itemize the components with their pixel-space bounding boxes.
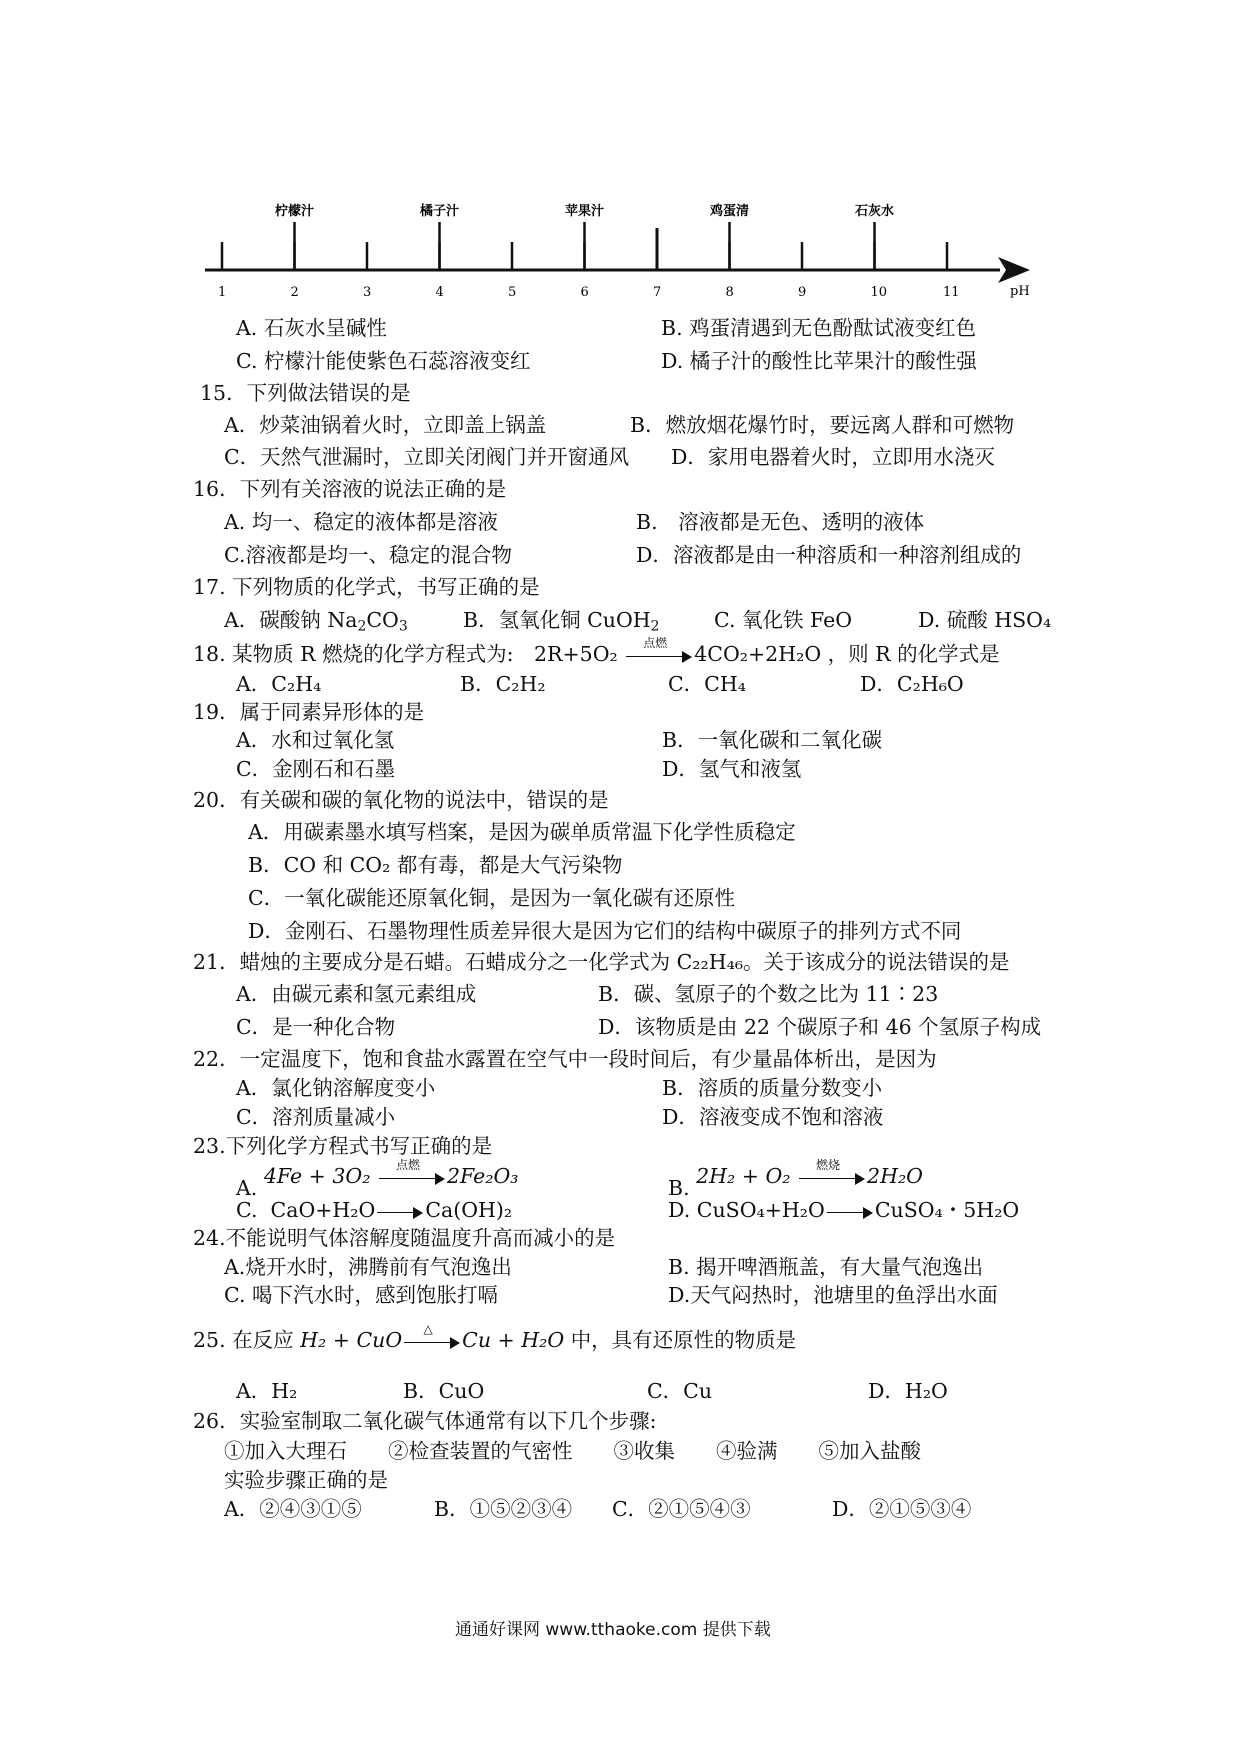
ph-tick-label-6: 6 <box>580 285 589 300</box>
ph-tick-label-11: 11 <box>943 285 960 300</box>
q25-option-d: D．H₂O <box>868 1379 948 1403</box>
q17-option-c: C. 氧化铁 FeO <box>714 608 853 632</box>
q17-stem: 17. 下列物质的化学式，书写正确的是 <box>193 575 540 599</box>
ph-axis-arrowhead <box>998 257 1030 283</box>
ph-tick-label-1: 1 <box>218 285 227 300</box>
q20-option-d: D．金刚石、石墨物理性质差异很大是因为它们的结构中碳原子的排列方式不同 <box>248 919 962 943</box>
q16-option-d: D．溶液都是由一种溶质和一种溶剂组成的 <box>636 543 1022 567</box>
ph-marker-label-5: 石灰水 <box>854 204 895 219</box>
q19-stem: 19．属于同素异形体的是 <box>193 700 425 724</box>
q25-stem <box>193 1321 797 1352</box>
q15-option-c: C．天然气泄漏时，立即关闭阀门并开窗通风 <box>224 445 630 469</box>
q17-b-text: B．氢氧化铜 CuOH <box>463 608 651 632</box>
q23-a-condition: 点燃 <box>395 1157 420 1172</box>
q15-option-d: D．家用电器着火时，立即用水浇灭 <box>671 445 995 469</box>
q18-stem-post: 4CO₂+2H₂O ，则 R 的化学式是 <box>694 642 1000 666</box>
ph-marker-label-4: 鸡蛋清 <box>709 204 750 219</box>
ph-tick-label-5: 5 <box>508 285 517 300</box>
q25-lhs: H₂ + CuO <box>300 1328 403 1352</box>
q26-stem: 26．实验室制取二氧化碳气体通常有以下几个步骤: <box>193 1409 657 1433</box>
q23-stem: 23.下列化学方程式书写正确的是 <box>193 1134 493 1158</box>
q17-option-d: D. 硫酸 HSO₄ <box>918 608 1052 632</box>
q26-option-a: A．②④③①⑤ <box>224 1497 362 1521</box>
q25-rhs: Cu + H₂O <box>462 1328 565 1352</box>
q18-option-a: A．C₂H₄ <box>236 672 322 696</box>
q16-option-c: C.溶液都是均一、稳定的混合物 <box>224 543 512 567</box>
ph-tick-label-9: 9 <box>798 285 807 300</box>
q23-c-arrow <box>377 1205 423 1219</box>
q23-option-a <box>236 1157 519 1200</box>
ph-marker-label-1: 柠檬汁 <box>274 204 315 219</box>
ph-marker-label-3: 苹果汁 <box>564 204 605 219</box>
q25-option-a: A．H₂ <box>236 1379 298 1403</box>
q21-option-d: D．该物质是由 22 个碳原子和 46 个氢原子构成 <box>598 1015 1042 1039</box>
q23-a-lhs: 4Fe + 3O₂ <box>263 1164 371 1188</box>
q23-d-lhs: CuSO₄+H₂O <box>696 1198 825 1222</box>
q23-b-lhs: 2H₂ + O₂ <box>696 1164 791 1188</box>
q16-option-a: A. 均一、稳定的液体都是溶液 <box>224 510 498 534</box>
q18-stem <box>193 635 1000 666</box>
ph-tick-label-2: 2 <box>290 285 299 300</box>
q23-a-rhs: 2Fe₂O₃ <box>446 1164 519 1188</box>
q20-option-c: C．一氧化碳能还原氧化铜，是因为一氧化碳有还原性 <box>248 886 736 910</box>
q23-b-label: B. <box>668 1176 690 1200</box>
q26-option-d: D．②①⑤③④ <box>832 1497 972 1521</box>
q23-b-condition: 燃烧 <box>816 1157 841 1172</box>
q20-option-a: A．用碳素墨水填写档案，是因为碳单质常温下化学性质稳定 <box>248 820 796 844</box>
q25-option-b: B．CuO <box>403 1379 485 1403</box>
q14-option-a: A. 石灰水呈碱性 <box>236 316 387 340</box>
q21-option-a: A．由碳元素和氢元素组成 <box>236 982 477 1006</box>
q25-stem-pre: 25. 在反应 <box>193 1328 294 1352</box>
q23-b-rhs: 2H₂O <box>867 1164 923 1188</box>
q25-stem-post: 中，具有还原性的物质是 <box>570 1328 797 1352</box>
q17-option-b <box>463 608 660 635</box>
q22-option-c: C．溶剂质量减小 <box>236 1105 396 1129</box>
q17-b-sub1: 2 <box>650 618 660 635</box>
q15-option-b: B．燃放烟花爆竹时，要远离人群和可燃物 <box>630 413 1015 437</box>
q25-reaction-condition: △ <box>423 1321 433 1336</box>
q18-option-b: B．C₂H₂ <box>460 672 546 696</box>
q23-b-arrow <box>799 1157 865 1185</box>
q26-prompt: 实验步骤正确的是 <box>224 1468 388 1492</box>
q17-a-text2: CO <box>366 608 399 632</box>
q24-option-c: C. 喝下汽水时，感到饱胀打嗝 <box>224 1283 498 1307</box>
q23-option-d <box>668 1200 1019 1221</box>
ph-tick-label-4: 4 <box>435 285 444 300</box>
q23-d-arrow <box>827 1205 873 1219</box>
q19-option-c: C．金刚石和石墨 <box>236 757 396 781</box>
q18-reaction-condition: 点燃 <box>643 635 668 650</box>
q23-d-label: D. <box>668 1198 691 1222</box>
ph-unit-label: pH <box>1010 284 1030 299</box>
q18-option-c: C．CH₄ <box>668 672 746 696</box>
q21-option-b: B．碳、氢原子的个数之比为 11∶23 <box>598 982 939 1006</box>
q17-a-sub2: 3 <box>398 618 408 635</box>
q22-stem: 22．一定温度下，饱和食盐水露置在空气中一段时间后，有少量晶体析出，是因为 <box>193 1047 937 1071</box>
ph-tick-label-7: 7 <box>653 285 662 300</box>
q25-reaction-arrow <box>404 1321 460 1349</box>
q21-stem: 21．蜡烛的主要成分是石蜡。石蜡成分之一化学式为 C₂₂H₄₆。关于该成分的说法错误的是 <box>193 950 1010 974</box>
q23-c-label: C. <box>236 1198 258 1222</box>
q16-option-b: B. 溶液都是无色、透明的液体 <box>636 510 925 534</box>
q18-option-d: D．C₂H₆O <box>860 672 964 696</box>
q16-stem: 16．下列有关溶液的说法正确的是 <box>193 477 507 501</box>
q17-option-a <box>224 608 408 635</box>
q15-option-a: A．炒菜油锅着火时，立即盖上锅盖 <box>224 413 547 437</box>
q23-a-arrow <box>379 1157 445 1185</box>
ph-tick-label-3: 3 <box>363 285 372 300</box>
q26-option-b: B．①⑤②③④ <box>434 1497 573 1521</box>
q23-option-c <box>236 1200 512 1221</box>
q20-option-b: B．CO 和 CO₂ 都有毒，都是大气污染物 <box>248 853 623 877</box>
q23-c-lhs: CaO+H₂O <box>270 1198 376 1222</box>
q20-stem: 20．有关碳和碳的氧化物的说法中，错误的是 <box>193 788 609 812</box>
page-footer: 通通好课网 www.tthaoke.com 提供下载 <box>455 1620 771 1640</box>
q18-stem-pre: 18. 某物质 R 燃烧的化学方程式为: 2R+5O₂ <box>193 642 618 666</box>
q19-option-b: B．一氧化碳和二氧化碳 <box>662 728 883 752</box>
q14-option-b: B. 鸡蛋清遇到无色酚酞试液变红色 <box>661 316 977 340</box>
ph-tick-label-10: 10 <box>870 285 888 300</box>
q14-option-d: D. 橘子汁的酸性比苹果汁的酸性强 <box>661 349 977 373</box>
q24-option-d: D.天气闷热时，池塘里的鱼浮出水面 <box>668 1283 998 1307</box>
q23-c-rhs: Ca(OH)₂ <box>425 1198 513 1222</box>
q22-option-a: A．氯化钠溶解度变小 <box>236 1076 436 1100</box>
q22-option-b: B．溶质的质量分数变小 <box>662 1076 883 1100</box>
q23-a-label: A. <box>236 1176 258 1200</box>
q23-d-rhs: CuSO₄・5H₂O <box>874 1198 1020 1222</box>
q17-a-sub1: 2 <box>357 618 367 635</box>
q25-option-c: C．Cu <box>647 1379 713 1403</box>
q26-steps: ①加入大理石 ②检查装置的气密性 ③收集 ④验满 ⑤加入盐酸 <box>224 1439 921 1463</box>
q17-a-text: A．碳酸钠 Na <box>224 608 358 632</box>
q15-stem: 15．下列做法错误的是 <box>200 381 411 405</box>
q24-option-a: A.烧开水时，沸腾前有气泡逸出 <box>224 1255 512 1279</box>
q18-reaction-arrow <box>626 635 692 663</box>
ph-marker-label-2: 橘子汁 <box>419 204 460 219</box>
q22-option-d: D．溶液变成不饱和溶液 <box>662 1105 884 1129</box>
q14-option-c: C. 柠檬汁能使紫色石蕊溶液变红 <box>236 349 531 373</box>
q26-option-c: C．②①⑤④③ <box>612 1497 751 1521</box>
q24-option-b: B. 揭开啤酒瓶盖，有大量气泡逸出 <box>668 1255 984 1279</box>
q24-stem: 24.不能说明气体溶解度随温度升高而减小的是 <box>193 1226 616 1250</box>
ph-scale-figure <box>0 195 1240 325</box>
ph-tick-label-8: 8 <box>725 285 734 300</box>
q23-option-b <box>668 1157 923 1200</box>
q19-option-d: D．氢气和液氢 <box>662 757 802 781</box>
q21-option-c: C．是一种化合物 <box>236 1015 396 1039</box>
q19-option-a: A．水和过氧化氢 <box>236 728 395 752</box>
